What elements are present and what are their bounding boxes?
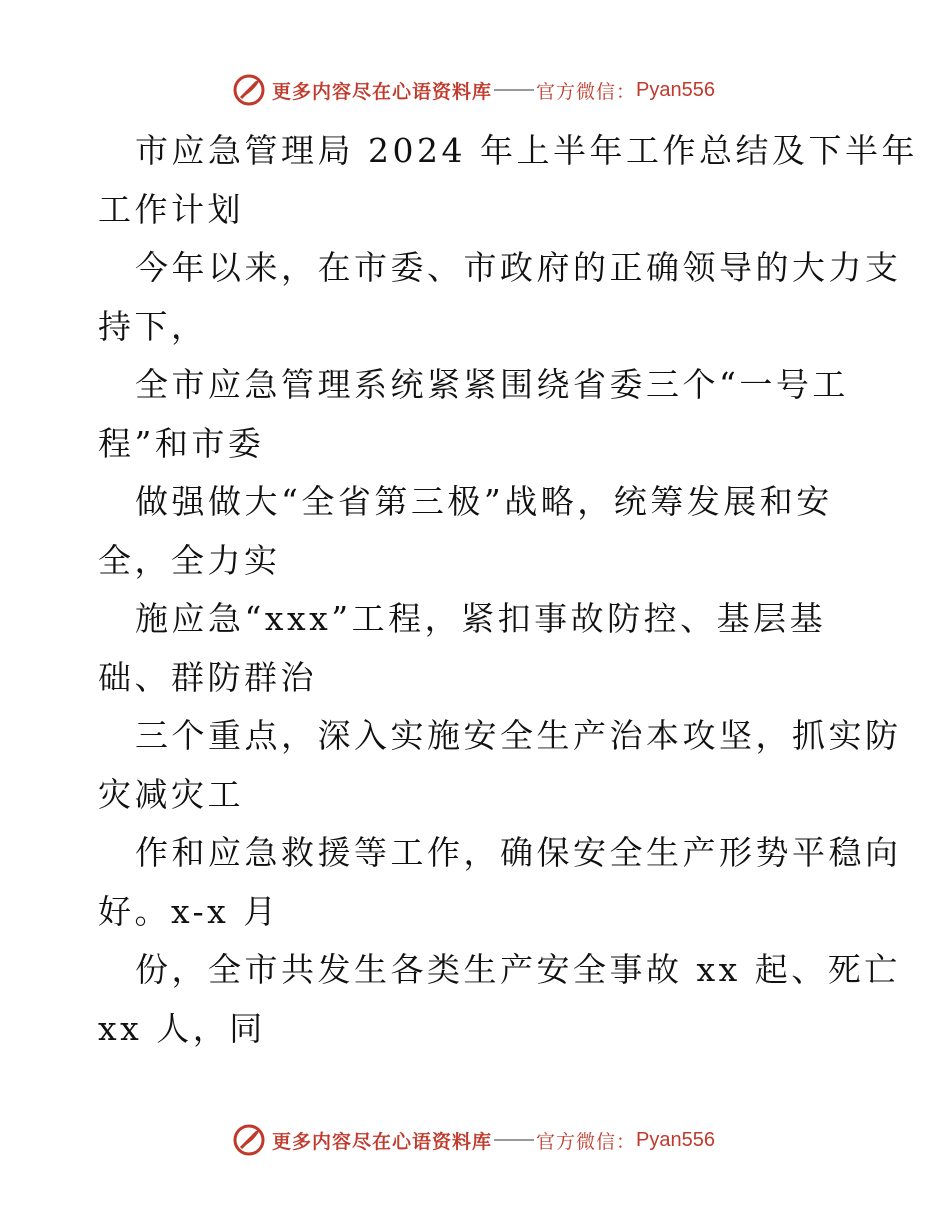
header-dash <box>494 89 534 91</box>
paragraph-line: 今年以来，在市委、市政府的正确领导的大力支 <box>135 248 902 287</box>
paragraph-line: 全市应急管理系统紧紧围绕省委三个“一号工 <box>135 365 849 404</box>
paragraph-line: 份，全市共发生各类生产安全事故 xx 起、死亡 <box>135 950 901 989</box>
footer-dash <box>494 1139 534 1141</box>
quill-logo-icon <box>232 1123 266 1157</box>
quill-logo-icon <box>232 73 266 107</box>
footer-wechat-id: Pyan556 <box>636 1128 715 1151</box>
paragraph-line: 程”和市委 <box>98 423 265 463</box>
paragraph-line: 施应急“xxx”工程，紧扣事故防控、基层基 <box>135 599 827 638</box>
header-banner <box>232 72 715 108</box>
paragraph-line: 础、群防群治 <box>98 657 317 697</box>
paragraph-line: 做强做大“全省第三极”战略，统筹发展和安 <box>135 482 833 521</box>
paragraph-line: 灾减灾工 <box>98 774 244 814</box>
paragraph-line: 全，全力实 <box>98 540 281 580</box>
paragraph-line: xx 人，同 <box>98 1008 266 1048</box>
document-body <box>98 122 918 1058</box>
footer-banner-text: 更多内容尽在心语资料库 <box>272 1130 493 1153</box>
title-line-1: 市应急管理局 2024 年上半年工作总结及下半年 <box>135 131 918 170</box>
paragraph-line: 三个重点，深入实施安全生产治本攻坚，抓实防 <box>135 716 902 755</box>
footer-wechat-label: 官方微信： <box>536 1130 637 1153</box>
paragraph-line: 作和应急救援等工作，确保安全生产形势平稳向 <box>135 833 902 872</box>
header-banner-text: 更多内容尽在心语资料库 <box>272 80 493 103</box>
title-line-2: 工作计划 <box>98 189 244 229</box>
paragraph-line: 持下， <box>98 306 208 346</box>
header-wechat-id: Pyan556 <box>636 78 715 101</box>
paragraph-line: 好。x-x 月 <box>98 891 280 931</box>
header-wechat-label: 官方微信： <box>536 80 637 103</box>
footer-banner <box>232 1122 715 1158</box>
